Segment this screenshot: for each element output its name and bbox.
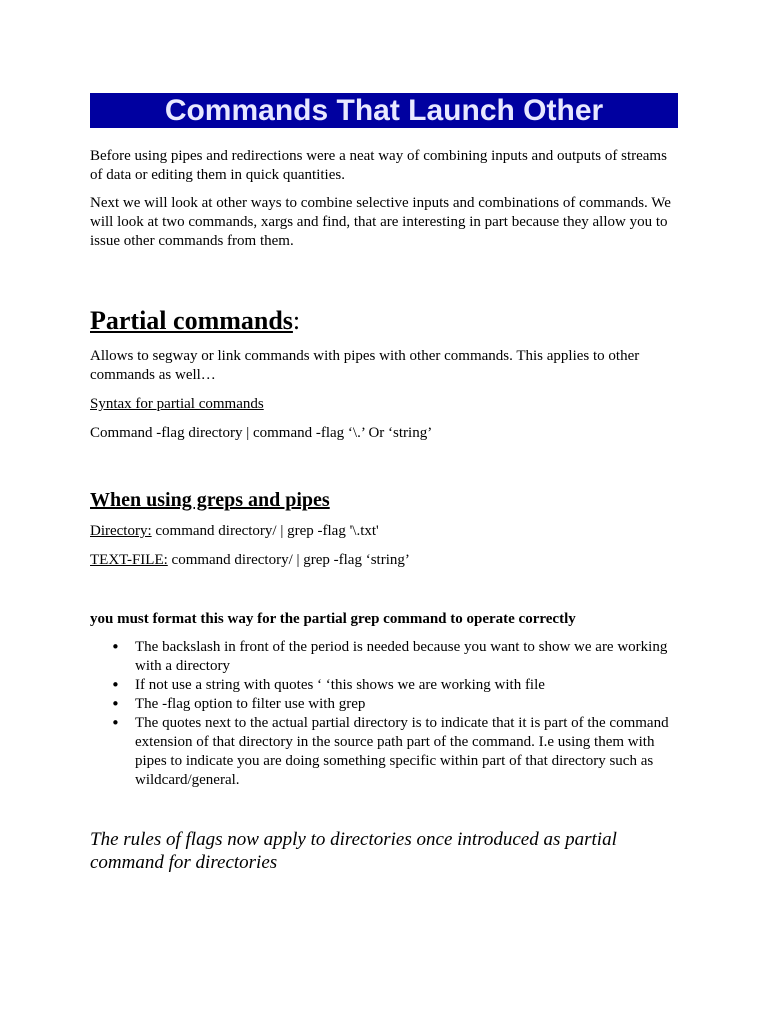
format-note-heading: you must format this way for the partial grep command to operate correctly (90, 611, 576, 627)
partial-commands-heading (90, 306, 678, 336)
partial-commands-heading-text: Partial commands (90, 306, 293, 335)
list-item-text: The -flag option to filter use with grep (135, 696, 366, 712)
page-title: Commands That Launch Other (90, 93, 678, 128)
partial-commands-heading-colon: : (292, 306, 301, 335)
bullet-icon: • (111, 638, 120, 656)
format-notes-list (90, 638, 678, 790)
directory-label: Directory: (90, 523, 152, 539)
list-item (111, 638, 678, 676)
list-item (111, 676, 678, 695)
list-item-text: The quotes next to the actual partial directory is to indicate that it is part of the command extension of that directory in the source path part of the command. I.e using them with pipes to indicate you are doing something specific within part of that directory such as wildcard/general. (135, 715, 669, 788)
textfile-command: command directory/ | grep -flag ‘string’ (167, 552, 410, 568)
syntax-label: Syntax for partial commands (90, 396, 264, 412)
list-item-text: The backslash in front of the period is needed because you want to show we are working with a directory (135, 639, 668, 674)
list-item (111, 695, 678, 714)
directory-command: command directory/ | grep -flag '\.txt' (151, 523, 379, 539)
bullet-icon: • (111, 695, 120, 713)
closing-statement: The rules of flags now apply to directories once introduced as partial command for directories (90, 829, 617, 873)
list-item (111, 714, 678, 790)
partial-commands-description: Allows to segway or link commands with pipes with other commands. This applies to other commands as well… (90, 348, 640, 383)
intro-paragraph-1: Before using pipes and redirections were a neat way of combining inputs and outputs of streams of data or editing them in quick quantities. (90, 148, 667, 183)
document-page (90, 93, 678, 874)
textfile-label: TEXT-FILE: (90, 552, 168, 568)
textfile-example (90, 551, 678, 570)
syntax-example: Command -flag directory | command -flag ‘\.’ Or ‘string’ (90, 425, 433, 441)
bullet-icon: • (111, 676, 120, 694)
list-item-text: If not use a string with quotes ‘ ‘this shows we are working with file (135, 677, 545, 693)
directory-example (90, 522, 678, 541)
intro-paragraph-2: Next we will look at other ways to combine selective inputs and combinations of commands. We will look at two commands, xargs and find, that are interesting in part because they allow you to issue other commands from them. (90, 195, 671, 249)
bullet-icon: • (111, 714, 120, 732)
greps-and-pipes-heading: When using greps and pipes (90, 489, 330, 511)
